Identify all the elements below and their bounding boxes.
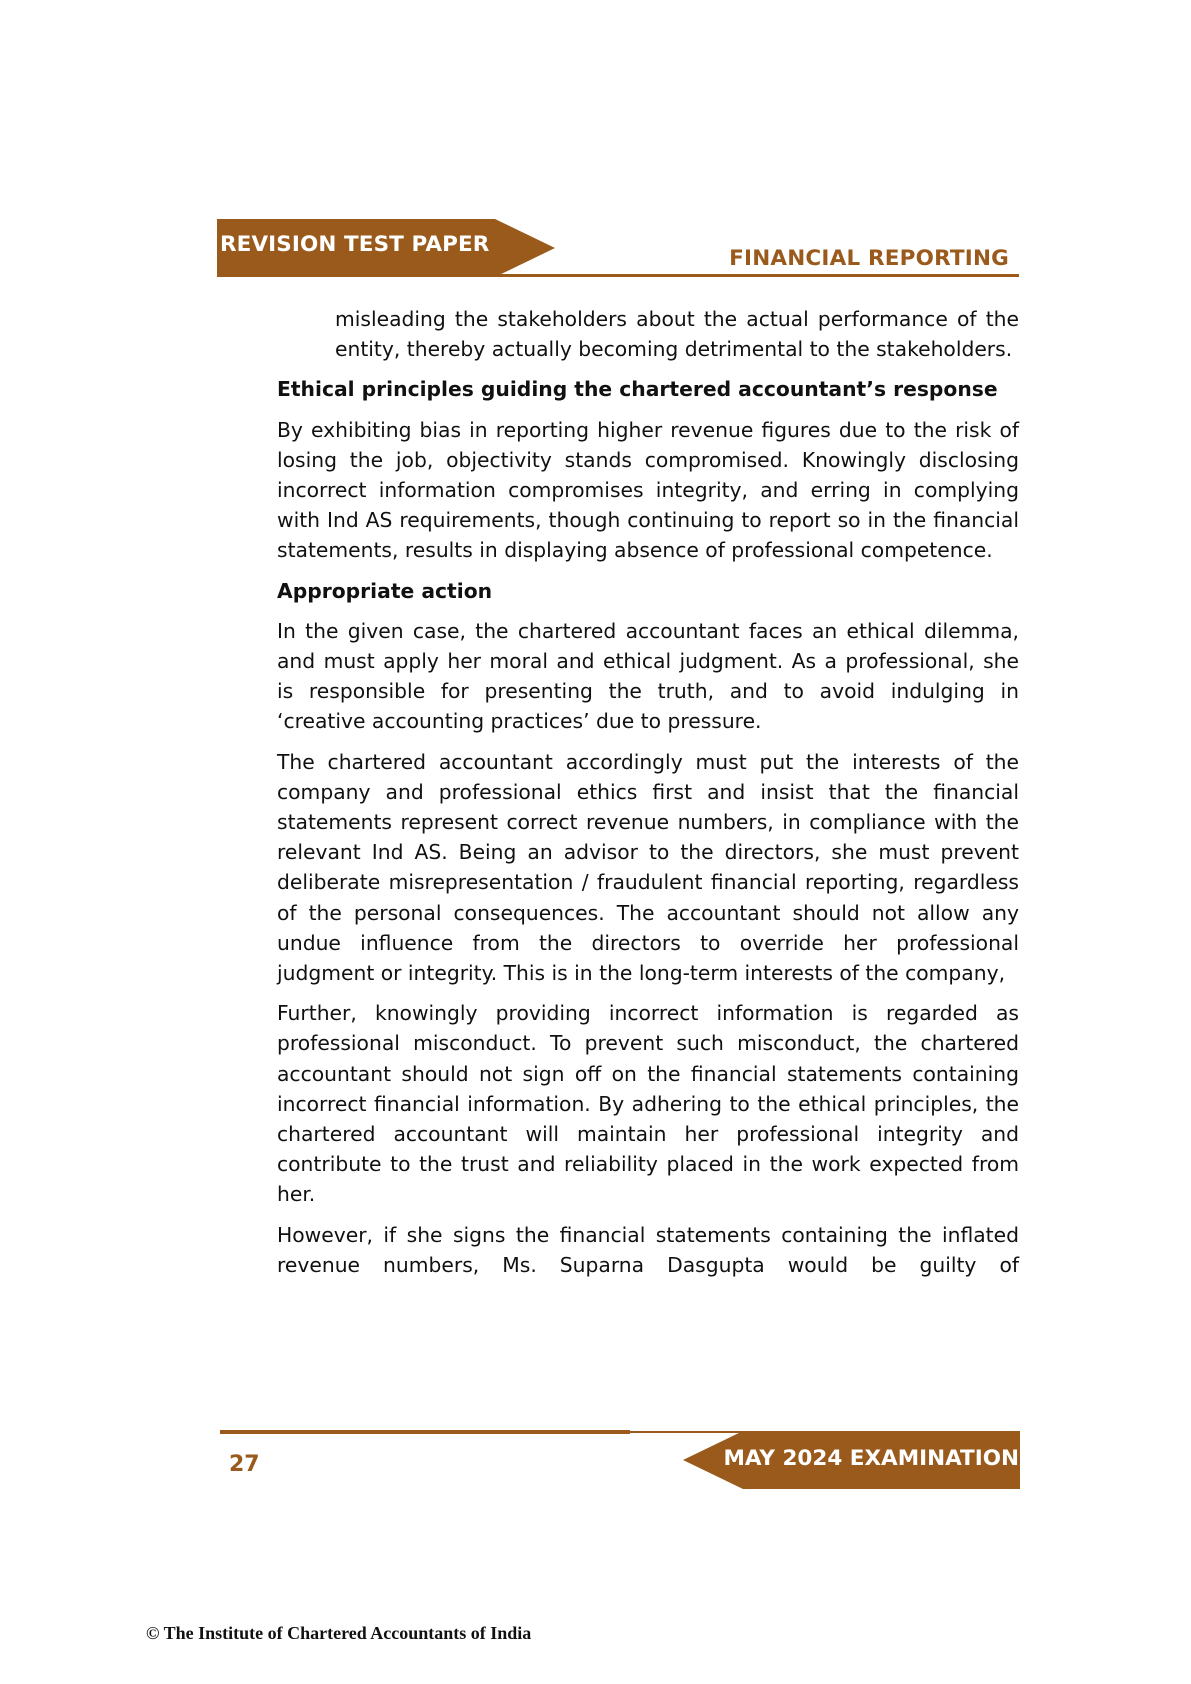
footer-divider-left <box>220 1430 630 1434</box>
paragraph-action-2: The chartered accountant accordingly must put the interests of the company and professional ethics first and insist that the financial statements represent correct revenue numbers, in compliance with the relevant Ind AS. Being an advisor to the directors, she must prevent deliberate misrepresentation / fraudulent financial reporting, regardless of the personal consequences. The accountant should not allow any undue influence from the directors to override her professional judgment or integrity. This is in the long-term interests of the company, <box>277 749 1019 986</box>
copyright-notice: © The Institute of Chartered Accountants of India <box>146 1623 532 1643</box>
continuation-paragraph: misleading the stakeholders about the actual performance of the entity, thereby actually becoming detrimental to the stakeholders. <box>335 307 1019 362</box>
paragraph-action-4: However, if she signs the financial statements containing the inflated revenue numbers, Ms. Suparna Dasgupta would be guilty of <box>277 1222 1019 1277</box>
paragraph-action-3: Further, knowingly providing incorrect information is regarded as professional misconduct. To prevent such misconduct, the chartered accountant should not sign off on the financial statements containing incorrect financial information. By adhering to the ethical principles, the chartered accountant will maintain her professional integrity and contribute to the trust and reliability placed in the work expected from her. <box>277 1001 1019 1207</box>
header-subject-title: FINANCIAL REPORTING <box>729 246 1009 271</box>
page-content <box>277 304 1019 1290</box>
header-banner-label: REVISION TEST PAPER <box>220 232 490 257</box>
header-divider <box>495 274 1019 277</box>
page-number: 27 <box>229 1452 260 1477</box>
heading-appropriate-action: Appropriate action <box>277 578 493 603</box>
paragraph-ethical-principles: By exhibiting bias in reporting higher revenue figures due to the risk of losing the job, objectivity stands compromised. Knowingly disclosing incorrect information compromises integrity, and erring in complying with Ind AS requirements, though continuing to report so in the financial statements, results in displaying absence of professional competence. <box>277 417 1019 563</box>
paragraph-action-1: In the given case, the chartered accountant faces an ethical dilemma, and must apply her moral and ethical judgment. As a professional, she is responsible for presenting the truth, and to avoid indulging in ‘creative accounting practices’ due to pressure. <box>277 618 1019 734</box>
exam-banner-label: MAY 2024 EXAMINATION <box>723 1446 1019 1471</box>
heading-ethical-principles: Ethical principles guiding the chartered accountant’s response <box>277 377 998 402</box>
